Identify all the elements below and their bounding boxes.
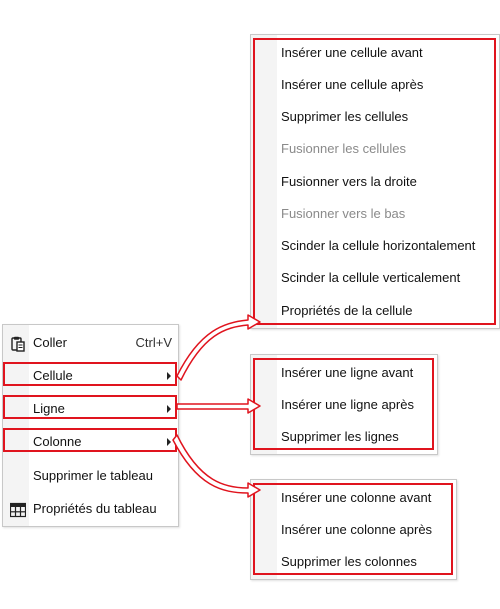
menu-item-insert-col-after[interactable] xyxy=(251,517,456,543)
menu-item-merge-down xyxy=(251,201,499,227)
menu-item-label: Cellule xyxy=(33,368,73,383)
menu-item-delete-cells[interactable] xyxy=(251,104,499,130)
submenu-arrow-icon xyxy=(167,405,171,413)
menu-item-label: Propriétés de la cellule xyxy=(281,303,413,318)
menu-item-table-properties[interactable] xyxy=(3,496,178,522)
menu-item-label: Insérer une ligne avant xyxy=(281,365,414,380)
shortcut-label: Ctrl+V xyxy=(135,335,172,350)
menu-item-cellule[interactable] xyxy=(3,363,178,389)
menu-item-insert-row-after[interactable] xyxy=(251,392,437,418)
menu-item-label: Fusionner les cellules xyxy=(281,141,407,156)
menu-item-label: Colonne xyxy=(33,434,82,449)
menu-item-paste[interactable] xyxy=(3,330,178,356)
menu-item-ligne[interactable] xyxy=(3,396,178,422)
menu-item-colonne[interactable] xyxy=(3,429,178,455)
menu-item-label: Supprimer le tableau xyxy=(33,468,153,483)
menu-item-delete-rows[interactable] xyxy=(251,424,437,450)
menu-item-label: Insérer une cellule après xyxy=(281,77,424,92)
menu-item-delete-table[interactable] xyxy=(3,463,178,489)
menu-item-split-horizontal[interactable] xyxy=(251,233,499,259)
menu-item-label: Fusionner vers la droite xyxy=(281,174,417,189)
submenu-cellule xyxy=(250,34,500,329)
menu-item-label: Coller xyxy=(33,335,67,350)
submenu-colonne xyxy=(250,479,457,580)
menu-item-merge-right[interactable] xyxy=(251,169,499,195)
menu-item-label: Supprimer les colonnes xyxy=(281,554,417,569)
context-menu xyxy=(2,324,179,527)
menu-item-label: Scinder la cellule verticalement xyxy=(281,270,461,285)
menu-item-label: Propriétés du tableau xyxy=(33,501,157,516)
menu-item-label: Insérer une ligne après xyxy=(281,397,414,412)
arrow-ligne xyxy=(177,399,260,413)
menu-item-insert-cell-after[interactable] xyxy=(251,72,499,98)
submenu-arrow-icon xyxy=(167,372,171,380)
menu-item-label: Supprimer les cellules xyxy=(281,109,409,124)
table-icon xyxy=(10,501,26,517)
submenu-arrow-icon xyxy=(167,438,171,446)
paste-icon xyxy=(10,335,26,351)
menu-item-merge-cells xyxy=(251,136,499,162)
menu-item-label: Ligne xyxy=(33,401,65,416)
menu-item-insert-cell-before[interactable] xyxy=(251,40,499,66)
arrow-colonne xyxy=(173,435,260,497)
arrow-cellule xyxy=(177,315,260,380)
menu-item-split-vertical[interactable] xyxy=(251,265,499,291)
menu-item-label: Supprimer les lignes xyxy=(281,429,399,444)
submenu-ligne xyxy=(250,354,438,455)
menu-item-insert-col-before[interactable] xyxy=(251,485,456,511)
menu-item-cell-properties[interactable] xyxy=(251,298,499,324)
menu-item-delete-cols[interactable] xyxy=(251,549,456,575)
menu-item-label: Scinder la cellule horizontalement xyxy=(281,238,476,253)
menu-item-label: Insérer une colonne après xyxy=(281,522,433,537)
menu-item-label: Insérer une cellule avant xyxy=(281,45,423,60)
menu-item-label: Fusionner vers le bas xyxy=(281,206,406,221)
menu-item-insert-row-before[interactable] xyxy=(251,360,437,386)
menu-item-label: Insérer une colonne avant xyxy=(281,490,432,505)
